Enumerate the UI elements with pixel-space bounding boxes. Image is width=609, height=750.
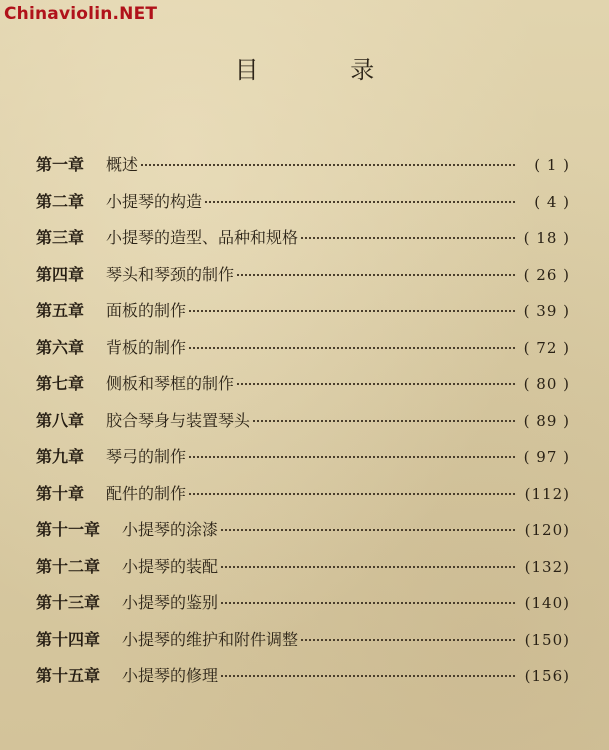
chapter-number: 第三章 xyxy=(36,228,85,247)
page-number: ( 89 ) xyxy=(523,411,570,430)
chapter-number: 第十一章 xyxy=(36,520,101,539)
page-number: ( 39 ) xyxy=(523,302,570,320)
chapter-number: 第九章 xyxy=(36,447,85,466)
toc-row xyxy=(36,189,570,226)
dot-leader xyxy=(205,201,515,203)
chapter-title: 小提琴的涂漆 xyxy=(122,520,219,539)
page-number: (150) xyxy=(524,630,570,649)
page-number: (156) xyxy=(524,667,570,685)
toc-row xyxy=(36,517,570,554)
page-number: ( 26 ) xyxy=(523,265,570,284)
toc-row xyxy=(36,152,570,189)
table-of-contents xyxy=(36,152,570,700)
chapter-number: 第八章 xyxy=(36,410,85,430)
chapter-number: 第十二章 xyxy=(36,556,101,576)
dot-leader xyxy=(189,493,515,495)
page-number: ( 80 ) xyxy=(523,375,570,393)
chapter-number: 第十三章 xyxy=(36,593,101,612)
toc-row xyxy=(36,554,570,591)
dot-leader xyxy=(221,529,515,531)
chapter-title: 配件的制作 xyxy=(106,483,187,503)
toc-row xyxy=(36,371,570,408)
page-number: (140) xyxy=(524,594,570,612)
toc-row xyxy=(36,225,570,262)
watermark: Chinaviolin.NET xyxy=(4,4,158,24)
chapter-number: 第五章 xyxy=(36,301,85,320)
chapter-title: 侧板和琴框的制作 xyxy=(106,374,235,393)
page-title: 目 录 xyxy=(234,56,417,84)
page-number: ( 18 ) xyxy=(523,229,570,247)
chapter-title: 面板的制作 xyxy=(106,301,187,320)
toc-row xyxy=(36,590,570,627)
chapter-number: 第十五章 xyxy=(36,666,101,685)
toc-row xyxy=(36,408,570,445)
page-number: ( 72 ) xyxy=(523,338,570,357)
chapter-title: 小提琴的造型、品种和规格 xyxy=(106,228,299,247)
page-number: (120) xyxy=(524,521,570,539)
chapter-number: 第十四章 xyxy=(36,629,101,649)
chapter-title: 背板的制作 xyxy=(106,337,187,357)
page-number: (132) xyxy=(524,557,570,576)
chapter-number: 第一章 xyxy=(36,155,85,174)
toc-row xyxy=(36,663,570,700)
chapter-number: 第六章 xyxy=(36,337,85,357)
page-number: (112) xyxy=(524,484,570,503)
chapter-title: 琴头和琴颈的制作 xyxy=(106,264,235,284)
chapter-title: 小提琴的构造 xyxy=(106,191,203,211)
page-number: ( 1 ) xyxy=(534,156,570,174)
dot-leader xyxy=(237,274,515,276)
chapter-number: 第七章 xyxy=(36,374,85,393)
chapter-title: 小提琴的装配 xyxy=(122,556,219,576)
page-number: ( 97 ) xyxy=(523,448,570,466)
chapter-title: 小提琴的维护和附件调整 xyxy=(122,629,299,649)
chapter-title: 胶合琴身与装置琴头 xyxy=(106,410,251,430)
chapter-title: 小提琴的修理 xyxy=(122,666,219,685)
dot-leader xyxy=(221,566,515,568)
toc-row xyxy=(36,444,570,481)
toc-row xyxy=(36,627,570,664)
dot-leader xyxy=(141,164,515,166)
dot-leader xyxy=(301,639,515,641)
toc-row xyxy=(36,335,570,372)
dot-leader xyxy=(221,675,515,677)
chapter-title: 小提琴的鉴别 xyxy=(122,593,219,612)
toc-row xyxy=(36,262,570,299)
chapter-number: 第二章 xyxy=(36,191,85,211)
dot-leader xyxy=(221,602,515,604)
chapter-title: 琴弓的制作 xyxy=(106,447,187,466)
chapter-title: 概述 xyxy=(106,155,139,174)
dot-leader xyxy=(189,310,515,312)
dot-leader xyxy=(237,383,515,385)
toc-row xyxy=(36,298,570,335)
dot-leader xyxy=(189,456,515,458)
dot-leader xyxy=(253,420,515,422)
page-number: ( 4 ) xyxy=(534,192,570,211)
dot-leader xyxy=(301,237,515,239)
chapter-number: 第四章 xyxy=(36,264,85,284)
toc-row xyxy=(36,481,570,518)
dot-leader xyxy=(189,347,515,349)
chapter-number: 第十章 xyxy=(36,483,85,503)
